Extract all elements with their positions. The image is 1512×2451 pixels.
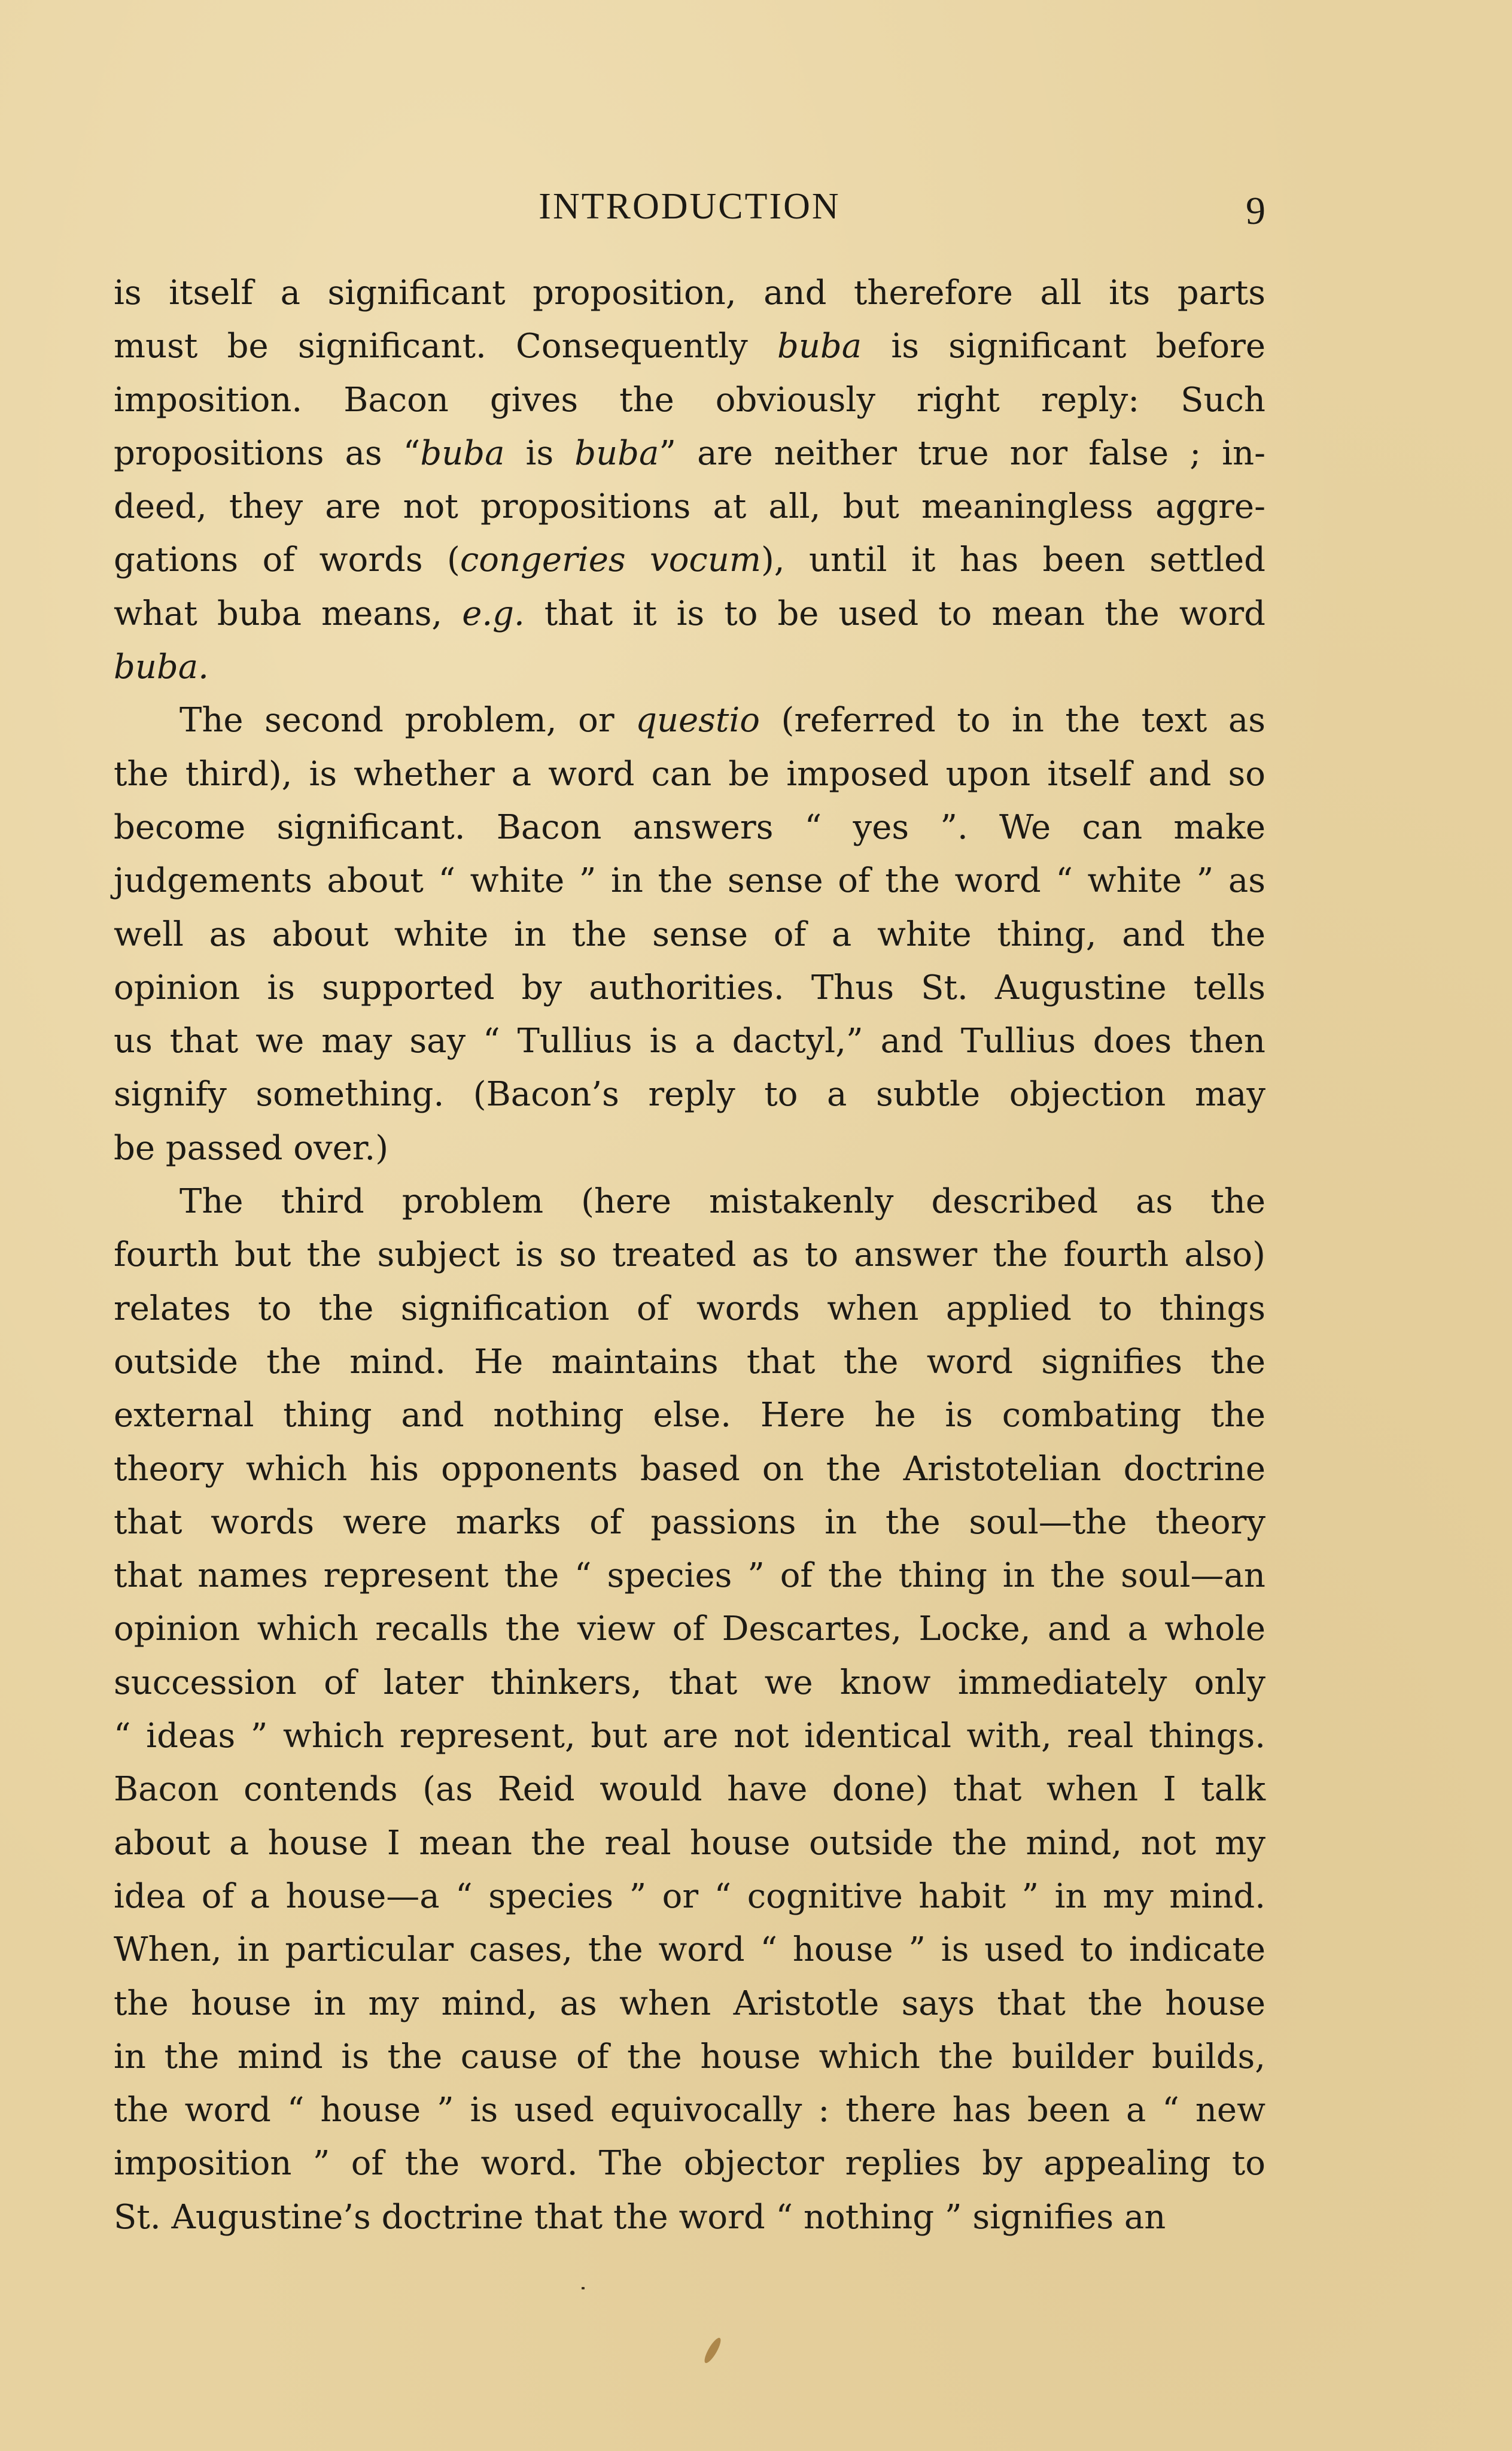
text-line	[114, 1228, 1265, 1281]
text-line	[114, 427, 1265, 480]
text-run: outside the mind. He maintains that the word signifies the	[114, 1342, 1265, 1381]
text-line	[114, 1496, 1265, 1549]
paragraph	[114, 266, 1265, 694]
text-line	[114, 2030, 1265, 2083]
text-run: relates to the signification of words when applied to things	[114, 1289, 1265, 1328]
text-run: become significant. Bacon answers “ yes ”. We can make	[114, 807, 1265, 847]
text-line	[114, 1763, 1265, 1816]
text-run: When, in particular cases, the word “ house ” is used to indicate	[114, 1930, 1265, 1970]
text-line	[114, 2083, 1265, 2137]
text-run: propositions as “	[114, 433, 421, 473]
text-line	[114, 1977, 1265, 2030]
text-run: (referred to in the text as	[760, 701, 1265, 740]
paragraph	[114, 694, 1265, 1175]
text-run: well as about white in the sense of a white thing, and the	[114, 915, 1265, 954]
text-line	[114, 1175, 1265, 1228]
text-line	[114, 2137, 1265, 2190]
text-line	[114, 1282, 1265, 1335]
text-run: opinion which recalls the view of Descartes, Locke, and a whole	[114, 1609, 1265, 1649]
italic-term: buba	[574, 433, 659, 473]
text-run: external thing and nothing else. Here he is combating the	[114, 1396, 1265, 1435]
text-run: The third problem (here mistakenly described as the	[180, 1182, 1265, 1222]
paper-stain	[702, 2336, 723, 2365]
text-run: imposition ” of the word. The objector replies by appealing to	[114, 2144, 1265, 2183]
italic-term: buba	[777, 327, 862, 366]
italic-term: buba	[420, 433, 505, 473]
text-run: the word “ house ” is used equivocally : there has been a “ new	[114, 2091, 1265, 2130]
text-line	[114, 320, 1265, 373]
italic-term: e.g.	[462, 594, 525, 633]
text-line	[114, 1870, 1265, 1923]
text-line	[114, 1122, 1265, 1175]
page-header	[114, 177, 1265, 236]
text-run: is itself a significant proposition, and therefore all its parts	[114, 274, 1265, 312]
text-line	[114, 1389, 1265, 1442]
paragraph	[114, 1175, 1265, 2244]
text-run: is significant before	[862, 327, 1265, 366]
text-run: that words were marks of passions in the soul—the theory	[114, 1502, 1265, 1542]
text-run: imposition. Bacon gives the obviously right reply: Such	[114, 380, 1265, 420]
text-run: opinion is supported by authorities. Thus St. Augustine tells	[114, 968, 1265, 1007]
text-line	[114, 748, 1265, 801]
text-line	[114, 908, 1265, 961]
italic-term: buba.	[114, 648, 209, 687]
text-run: ” are neither true nor false ; in-	[659, 433, 1266, 473]
text-line	[114, 854, 1265, 907]
text-run: idea of a house—a “ species ” or “ cognitive habit ” in my mind.	[114, 1876, 1265, 1916]
text-line	[114, 266, 1265, 320]
text-line	[114, 1549, 1265, 1602]
text-run: that names represent the “ species ” of the thing in the soul—an	[114, 1556, 1265, 1596]
text-line	[114, 2191, 1265, 2244]
text-run: deed, they are not propositions at all, but meaningless aggre-	[114, 487, 1265, 527]
text-line	[114, 801, 1265, 854]
body-text	[114, 266, 1265, 2244]
text-line	[114, 1817, 1265, 1870]
text-run: judgements about “ white ” in the sense of the word “ white ” as	[114, 861, 1265, 901]
text-line	[114, 480, 1265, 533]
text-run: is	[504, 433, 575, 473]
text-line	[114, 533, 1265, 587]
text-line	[114, 1602, 1265, 1656]
text-run: in the mind is the cause of the house which the builder builds,	[114, 2037, 1265, 2076]
text-line	[114, 373, 1265, 427]
text-run: the house in my mind, as when Aristotle says that the house	[114, 1984, 1265, 2023]
text-line	[114, 587, 1265, 640]
text-run: the third), is whether a word can be imposed upon itself and so	[114, 754, 1265, 794]
text-line	[114, 1335, 1265, 1389]
running-head: INTRODUCTION	[539, 186, 841, 227]
text-run: what buba means,	[114, 594, 463, 633]
text-run: us that we may say “ Tullius is a dactyl,” and Tullius does then	[114, 1022, 1265, 1061]
text-run: “ ideas ” which represent, but are not identical with, real things.	[114, 1717, 1265, 1756]
text-line	[114, 640, 1265, 694]
text-run: succession of later thinkers, that we know immediately only	[114, 1663, 1265, 1702]
text-run: about a house I mean the real house outside the mind, not my	[114, 1823, 1265, 1863]
text-run: Bacon contends (as Reid would have done) that when I talk	[114, 1770, 1265, 1809]
italic-term: congeries vocum	[460, 540, 761, 580]
text-run: The second problem, or	[180, 701, 636, 740]
text-line	[114, 1709, 1265, 1763]
text-run: St. Augustine’s doctrine that the word “ nothing ” signifies an	[114, 2197, 1166, 2237]
text-line	[114, 1068, 1265, 1121]
text-run: fourth but the subject is so treated as to answer the fourth also)	[114, 1235, 1265, 1275]
ink-speck	[582, 2287, 585, 2289]
text-line	[114, 1015, 1265, 1068]
italic-term: questio	[635, 701, 760, 740]
text-run: be passed over.)	[114, 1128, 389, 1168]
text-run: gations of words (	[114, 540, 460, 580]
text-run: that it is to be used to mean the word	[524, 594, 1266, 633]
text-run: ), until it has been settled	[760, 540, 1265, 580]
text-line	[114, 1656, 1265, 1709]
text-run: signify something. (Bacon’s reply to a subtle objection may	[114, 1075, 1265, 1114]
text-line	[114, 1923, 1265, 1976]
page-number: 9	[1246, 189, 1265, 233]
text-line	[114, 961, 1265, 1015]
text-line	[114, 694, 1265, 747]
text-run: theory which his opponents based on the Aristotelian doctrine	[114, 1449, 1265, 1489]
text-run: must be significant. Consequently	[114, 327, 777, 366]
text-line	[114, 1442, 1265, 1496]
